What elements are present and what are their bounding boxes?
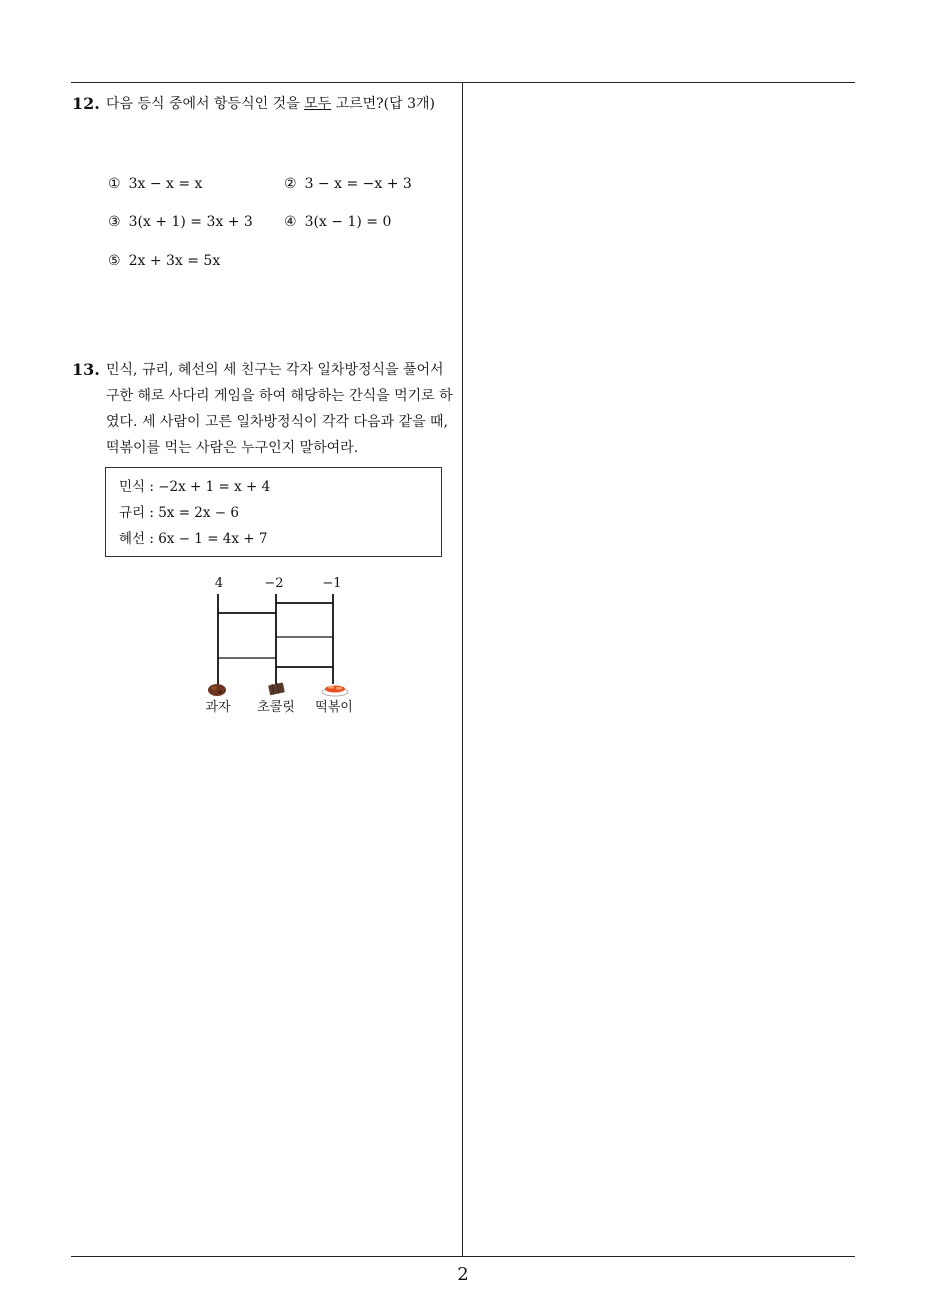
- equation-minsik: 민식 : −2x + 1 = x + 4: [119, 479, 271, 495]
- equation-hyeseon: 혜선 : 6x − 1 = 4x + 7: [119, 531, 268, 547]
- choice-expression: 3(x + 1) = 3x + 3: [128, 214, 253, 230]
- chocolate-icon: [268, 682, 285, 695]
- choice-expression: 3x − x = x: [128, 176, 203, 192]
- choice-marker: ①: [108, 176, 121, 192]
- ladder-top-label: −1: [322, 576, 342, 591]
- question-text: 민식, 규리, 혜선의 세 친구는 각자 일차방정식을 풀어서 구한 해로 사다리 게임을 하여 해당하는 간식을 먹기로 하였다. 세 사람이 고른 일차방정식이 각각 다음과 같을 때, 떡볶이를 먹는 사람은 누구인지 말하여라.: [106, 362, 453, 456]
- ladder-bottom-label: 초콜릿: [257, 700, 295, 715]
- choice-marker: ②: [284, 176, 297, 192]
- equation-gyuri: 규리 : 5x = 2x − 6: [119, 505, 239, 521]
- underlined-word: 모두: [304, 96, 332, 112]
- question-number: 13.: [72, 360, 100, 379]
- ladder-bottom-label: 떡볶이: [315, 700, 353, 715]
- choice-expression: 2x + 3x = 5x: [128, 253, 221, 269]
- question-text-part: 다음 등식 중에서 항등식인 것을: [106, 96, 305, 112]
- question-number: 12.: [72, 94, 100, 113]
- ladder-top-label: 4: [214, 576, 224, 591]
- choice-expression: 3(x − 1) = 0: [304, 214, 392, 230]
- ladder-bottom-label: 과자: [205, 700, 231, 715]
- choice-expression: 3 − x = −x + 3: [304, 176, 412, 192]
- choice-marker: ④: [284, 214, 297, 230]
- cookie-icon: [208, 684, 226, 696]
- choice-marker: ⑤: [108, 253, 121, 269]
- page-number: 2: [457, 1264, 469, 1285]
- ladder-top-label: −2: [264, 576, 284, 591]
- choice-marker: ③: [108, 214, 121, 230]
- question-text-part: 고르면?(답 3개): [331, 96, 435, 112]
- tteokbokki-icon: [322, 686, 348, 697]
